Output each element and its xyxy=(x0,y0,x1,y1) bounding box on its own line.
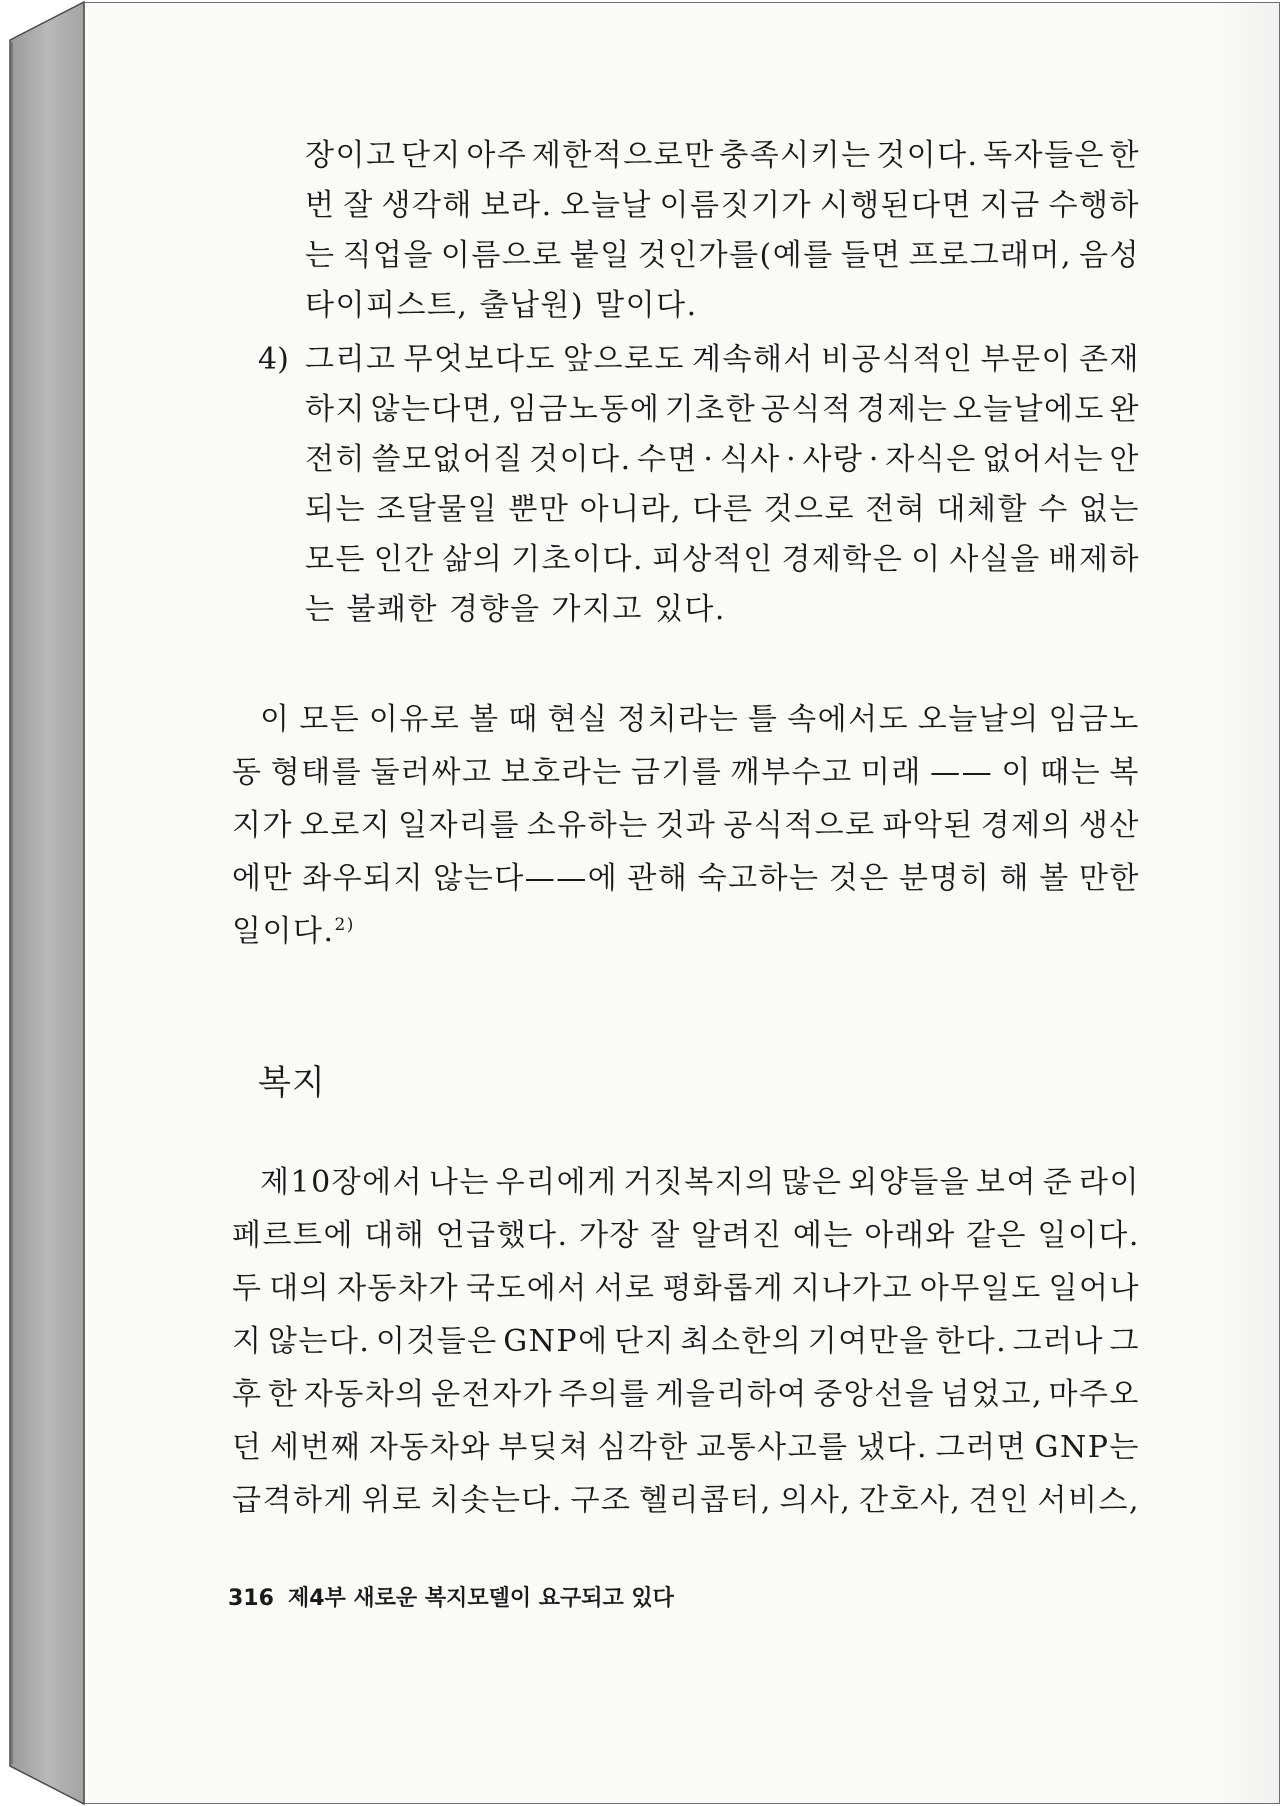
word: 서로 xyxy=(594,1271,656,1306)
word: 두 xyxy=(232,1271,263,1306)
word: 지나가고 xyxy=(791,1271,913,1306)
section-heading: 복지 xyxy=(258,1063,326,1103)
word: 자동차와 xyxy=(368,1430,491,1465)
word: 지금 xyxy=(979,188,1041,223)
text-line xyxy=(232,1430,1140,1466)
word: · xyxy=(703,442,715,477)
word: 잘 xyxy=(650,1218,681,1253)
text-line: 타이피스트, 출납원) 말이다. xyxy=(305,288,698,323)
text-line xyxy=(260,1165,1140,1201)
running-title: 제4부 새로운 복지모델이 요구되고 있다 xyxy=(287,1586,674,1611)
text-line xyxy=(232,1377,1140,1413)
word: 마주오 xyxy=(1048,1377,1140,1412)
word: 분명히 xyxy=(898,861,991,896)
word: 부딪쳐 xyxy=(498,1430,590,1465)
word: 그 xyxy=(1109,1324,1140,1359)
word: 안 xyxy=(1109,442,1140,477)
word: 자동차가 xyxy=(337,1271,459,1306)
word: 헬리콥터, xyxy=(638,1483,772,1518)
word: · xyxy=(868,442,880,477)
text-line xyxy=(232,1483,1140,1519)
page-footer xyxy=(228,1584,674,1614)
text-line: 는 불쾌한 경향을 가지고 있다. xyxy=(305,592,726,627)
page-edge-shade xyxy=(1219,3,1279,1803)
word: 것은 xyxy=(828,861,890,896)
word: 모든 xyxy=(299,702,361,737)
word: 깨부수고 xyxy=(730,755,853,790)
word: 주의를 xyxy=(558,1377,650,1412)
page-number: 316 xyxy=(228,1586,274,1611)
word: 나는 xyxy=(428,1165,490,1200)
word: 배제하 xyxy=(1048,542,1140,577)
word: 금기를 xyxy=(630,755,723,790)
word: 그러면 xyxy=(935,1430,1028,1465)
word: 단지 xyxy=(400,138,462,173)
text-line xyxy=(305,392,1140,428)
word: 세번째 xyxy=(269,1430,362,1465)
text-line xyxy=(305,342,1140,378)
word: 소유하는 xyxy=(526,808,649,843)
word: 대의 xyxy=(269,1271,331,1306)
word: 하지 xyxy=(305,392,366,427)
word: 독자들은 xyxy=(983,138,1105,173)
word: 직업을 xyxy=(342,238,434,273)
list-item-number: 4) xyxy=(258,342,289,377)
word: 지 xyxy=(232,1324,263,1359)
word: 구조 xyxy=(570,1483,632,1518)
word: 것이다. xyxy=(876,138,979,173)
word: 오늘날에도 xyxy=(952,392,1106,427)
book-spine xyxy=(10,2,84,1804)
word: 않는다면, xyxy=(370,392,504,427)
word: 경제학은 xyxy=(781,542,904,577)
word: 생산 xyxy=(1078,808,1140,843)
word: GNP는 xyxy=(1034,1430,1140,1465)
word: 에만 xyxy=(232,861,293,896)
word: 아무일도 xyxy=(919,1271,1042,1306)
word: 잘 xyxy=(343,188,374,223)
word: 기여만을 xyxy=(807,1324,930,1359)
word: 그리고 xyxy=(305,342,397,377)
word: 시행된다면 xyxy=(819,188,973,223)
word: 틀 xyxy=(747,702,779,737)
word: 후 xyxy=(232,1377,263,1412)
word: 치솟는다. xyxy=(429,1483,563,1518)
word: 볼 xyxy=(1039,861,1070,896)
word: 되는 xyxy=(305,492,366,527)
word: 피상적인 xyxy=(651,542,774,577)
text-line xyxy=(305,492,1140,528)
text-line xyxy=(305,188,1140,224)
word: 수면 xyxy=(636,442,698,477)
text-line xyxy=(305,542,1140,578)
word: 이 xyxy=(1001,755,1032,790)
text-line xyxy=(232,1271,1140,1307)
word: 미래 xyxy=(860,755,922,790)
text-line xyxy=(260,702,1140,738)
word: 넘었고, xyxy=(940,1377,1044,1412)
word: 단지 xyxy=(614,1324,675,1359)
word: 현실 xyxy=(547,702,609,737)
word: 아래와 xyxy=(864,1218,956,1253)
word: 대해 xyxy=(364,1218,426,1253)
word: 국도에서 xyxy=(465,1271,588,1306)
word: 것이다. xyxy=(529,442,632,477)
word: 일자리를 xyxy=(398,808,520,843)
word: 외양들을 xyxy=(848,1165,971,1200)
word: 한다. xyxy=(935,1324,1008,1359)
word: 이 xyxy=(260,702,291,737)
word: 복 xyxy=(1109,755,1140,790)
word: 일어나 xyxy=(1048,1271,1140,1306)
text-line xyxy=(232,755,1140,791)
word: 전히 xyxy=(305,442,366,477)
word: 알려진 xyxy=(691,1218,783,1253)
text-line-end: 일이다. xyxy=(232,914,335,949)
word: 는 xyxy=(305,238,336,273)
word: 동 xyxy=(232,755,263,790)
word: 최소한의 xyxy=(680,1324,803,1359)
word: 붙일 xyxy=(569,238,631,273)
word: 형태를 xyxy=(270,755,363,790)
word: 의사, xyxy=(779,1483,852,1518)
word: 경제는 xyxy=(856,392,949,427)
word: 공식적으로 xyxy=(723,808,876,843)
text-line xyxy=(232,1218,1140,1254)
word: 좌우되지 xyxy=(302,861,425,896)
word: 수 xyxy=(1038,492,1069,527)
word: 언급했다. xyxy=(435,1218,569,1253)
word: 교통사고를 xyxy=(696,1430,849,1465)
word: 전혀 xyxy=(865,492,927,527)
word: 수행하 xyxy=(1048,188,1140,223)
word: 뿐만 xyxy=(508,492,570,527)
word: 것과 xyxy=(655,808,717,843)
word: 중앙선을 xyxy=(813,1377,936,1412)
word: 이름으로 xyxy=(440,238,563,273)
text-line xyxy=(232,808,1140,844)
word: 자동차의 xyxy=(303,1377,426,1412)
word: 같은 xyxy=(966,1218,1028,1253)
word: 제한적으로만 xyxy=(531,138,715,173)
word: 기초이다. xyxy=(511,542,645,577)
word: 평화롭게 xyxy=(662,1271,785,1306)
word: 숙고하는 xyxy=(697,861,820,896)
word: 이름짓기가 xyxy=(659,188,812,223)
word: 위로 xyxy=(361,1483,423,1518)
word: 한 xyxy=(1109,138,1140,173)
word: 것인가를(예를 xyxy=(637,238,834,273)
word: 번 xyxy=(305,188,336,223)
word: 제10장에서 xyxy=(260,1165,424,1200)
word: 않는다——에 xyxy=(433,861,619,896)
text-line xyxy=(232,1324,1140,1360)
word: 음성 xyxy=(1079,238,1140,273)
word: 오늘날의 xyxy=(917,702,1040,737)
word: 들면 xyxy=(840,238,902,273)
word: 이유로 xyxy=(368,702,461,737)
word: GNP에 xyxy=(503,1324,609,1359)
word: · xyxy=(786,442,798,477)
word: 다른 xyxy=(692,492,754,527)
text-line xyxy=(305,238,1140,274)
word: 준 xyxy=(1042,1165,1074,1200)
word: 비공식적인 xyxy=(821,342,974,377)
word: 심각한 xyxy=(597,1430,689,1465)
word: 프로그래머, xyxy=(908,238,1073,273)
word: 대체할 xyxy=(936,492,1028,527)
word: 볼 xyxy=(469,702,500,737)
word: 견인 xyxy=(969,1483,1030,1518)
word: 관해 xyxy=(627,861,689,896)
word: 운전자가 xyxy=(431,1377,554,1412)
word: 아니라, xyxy=(579,492,683,527)
word: 정치라는 xyxy=(617,702,740,737)
word: 생각해 xyxy=(381,188,473,223)
word: 앞으로도 xyxy=(563,342,685,377)
word: 급격하게 xyxy=(232,1483,354,1518)
word: 인간 xyxy=(373,542,435,577)
word: 보라. xyxy=(480,188,553,223)
word: 많은 xyxy=(781,1165,843,1200)
word: 이 xyxy=(911,542,942,577)
word: 조달물일 xyxy=(376,492,499,527)
word: 냈다. xyxy=(856,1430,929,1465)
word: 사랑 xyxy=(802,442,864,477)
word: 예는 xyxy=(792,1218,854,1253)
word: 충족시키는 xyxy=(719,138,872,173)
word: 보호라는 xyxy=(500,755,623,790)
word: 우리에게 xyxy=(495,1165,618,1200)
word: 만한 xyxy=(1078,861,1140,896)
word: 모든 xyxy=(305,542,366,577)
word: 한 xyxy=(267,1377,299,1412)
word: 해 xyxy=(999,861,1031,896)
word: 둘러싸고 xyxy=(370,755,493,790)
word: 지가 xyxy=(232,808,293,843)
word: 파악된 xyxy=(882,808,974,843)
word: 삶의 xyxy=(442,542,504,577)
word: 자식은 xyxy=(885,442,977,477)
word: 장이고 xyxy=(305,138,397,173)
word: 이것들은 xyxy=(375,1324,498,1359)
word: 부문이 xyxy=(980,342,1072,377)
word: 없어서는 xyxy=(982,442,1105,477)
word: 식사 xyxy=(719,442,781,477)
word: 완 xyxy=(1109,392,1140,427)
text-line xyxy=(232,861,1140,897)
word: 임금노 xyxy=(1048,702,1140,737)
word: 서비스, xyxy=(1037,1483,1140,1518)
word: 가장 xyxy=(578,1218,640,1253)
word: 속에서도 xyxy=(787,702,910,737)
footnote-reference: 2) xyxy=(334,915,355,935)
word: 오로지 xyxy=(299,808,392,843)
word: 때는 xyxy=(1040,755,1102,790)
word: 사실을 xyxy=(949,542,1041,577)
text-line xyxy=(232,914,355,950)
word: 않는다. xyxy=(267,1324,371,1359)
word: 던 xyxy=(232,1430,263,1465)
word: 존재 xyxy=(1079,342,1140,377)
word: 기초한 xyxy=(664,392,757,427)
word: 계속해서 xyxy=(692,342,814,377)
word: 무엇보다도 xyxy=(403,342,556,377)
word: 임금노동에 xyxy=(507,392,661,427)
word: 게을리하여 xyxy=(655,1377,808,1412)
word: 페르트에 xyxy=(232,1218,354,1253)
word: 경제의 xyxy=(980,808,1073,843)
word: 때 xyxy=(508,702,539,737)
word: 없는 xyxy=(1078,492,1140,527)
text-line xyxy=(305,138,1140,174)
word: 일이다. xyxy=(1037,1218,1140,1253)
word: 라이 xyxy=(1078,1165,1140,1200)
word: 쓸모없어질 xyxy=(371,442,524,477)
word: 것으로 xyxy=(763,492,856,527)
word: 오늘날 xyxy=(560,188,652,223)
word: 간호사, xyxy=(858,1483,962,1518)
word: 보여 xyxy=(975,1165,1037,1200)
word: —— xyxy=(930,755,994,790)
text-line xyxy=(305,442,1140,478)
word: 공식적 xyxy=(760,392,853,427)
word: 거짓복지의 xyxy=(623,1165,776,1200)
word: 아주 xyxy=(466,138,528,173)
word: 그러나 xyxy=(1012,1324,1105,1359)
